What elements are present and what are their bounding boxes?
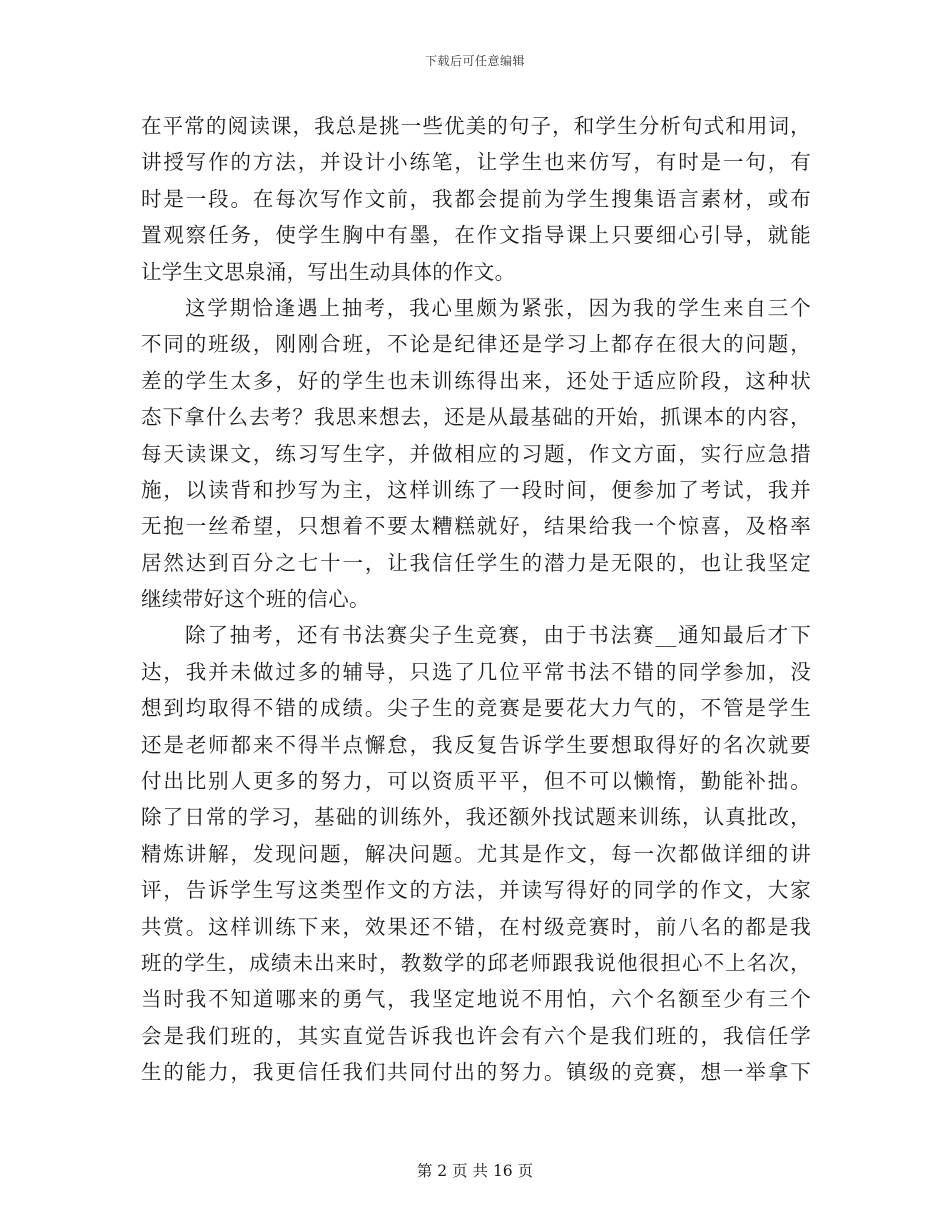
text-line: 态下拿什么去考？我思来想去，还是从最基础的开始，抓课本的内容， (141, 405, 811, 430)
text-line: 无抱一丝希望，只想着不要太糟糕就好，结果给我一个惊喜，及格率 (141, 514, 811, 539)
text-line: 精炼讲解，发现问题，解决问题。尤其是作文，每一次都做详细的讲 (141, 841, 811, 866)
text-line: 生的能力，我更信任我们共同付出的努力。镇级的竞赛，想一举拿下 (141, 1060, 811, 1085)
text-line: 会是我们班的，其实直觉告诉我也许会有六个是我们班的，我信任学 (141, 1023, 811, 1048)
text-line: 评，告诉学生写这类型作文的方法，并读写得好的同学的作文，大家 (141, 878, 811, 903)
text-line: 这学期恰逢遇上抽考，我心里颇为紧张，因为我的学生来自三个 (185, 295, 811, 320)
text-line: 达，我并未做过多的辅导，只选了几位平常书法不错的同学参加，没 (141, 659, 811, 684)
page-header: 下载后可任意编辑 (424, 54, 525, 68)
text-line: 不同的班级，刚刚合班，不论是纪律还是学习上都存在很大的问题， (141, 332, 811, 357)
text-line: 差的学生太多，好的学生也未训练得出来，还处于适应阶段，这种状 (141, 368, 811, 393)
text-line: 继续带好这个班的信心。 (141, 587, 370, 612)
text-line: 讲授写作的方法，并设计小练笔，让学生也来仿写，有时是一句，有 (141, 150, 811, 175)
text-line: 想到均取得不错的成绩。尖子生的竞赛是要花大力气的，不管是学生 (141, 696, 811, 721)
text-line: 还是老师都来不得半点懈怠，我反复告诉学生要想取得好的名次就要 (141, 732, 811, 757)
text-line: 当时我不知道哪来的勇气，我坚定地说不用怕，六个名额至少有三个 (141, 987, 811, 1012)
text-line: 共赏。这样训练下来，效果还不错，在村级竞赛时，前八名的都是我 (141, 914, 811, 939)
text-line: 付出比别人更多的努力，可以资质平平，但不可以懒惰，勤能补拙。 (141, 769, 811, 794)
text-line: 班的学生，成绩未出来时，教数学的邱老师跟我说他很担心不上名次， (141, 950, 811, 975)
paragraph (141, 290, 811, 618)
text-line: 除了日常的学习，基础的训练外，我还额外找试题来训练，认真批改， (141, 805, 811, 830)
text-line: 在平常的阅读课，我总是挑一些优美的句子，和学生分析句式和用词， (141, 114, 811, 138)
text-line: 施，以读背和抄写为主，这样训练了一段时间，便参加了考试，我并 (141, 477, 811, 502)
text-line: 每天读课文，练习写生字，并做相应的习题，作文方面，实行应急措 (141, 441, 811, 466)
text-line: 置观察任务，使学生胸中有墨，在作文指导课上只要细心引导，就能 (141, 223, 811, 248)
text-line: 居然达到百分之七十一，让我信任学生的潜力是无限的，也让我坚定 (141, 550, 811, 575)
document-body (141, 108, 811, 1091)
text-line: 除了抽考，还有书法赛尖子生竞赛，由于书法赛__通知最后才下 (185, 623, 811, 648)
page-footer: 第 2 页 共 16 页 (416, 1162, 534, 1180)
paragraph (141, 108, 811, 290)
text-line: 让学生文思泉涌，写出生动具体的作文。 (141, 259, 516, 284)
text-line: 时是一段。在每次写作文前，我都会提前为学生搜集语言素材，或布 (141, 186, 811, 211)
paragraph (141, 617, 811, 1090)
